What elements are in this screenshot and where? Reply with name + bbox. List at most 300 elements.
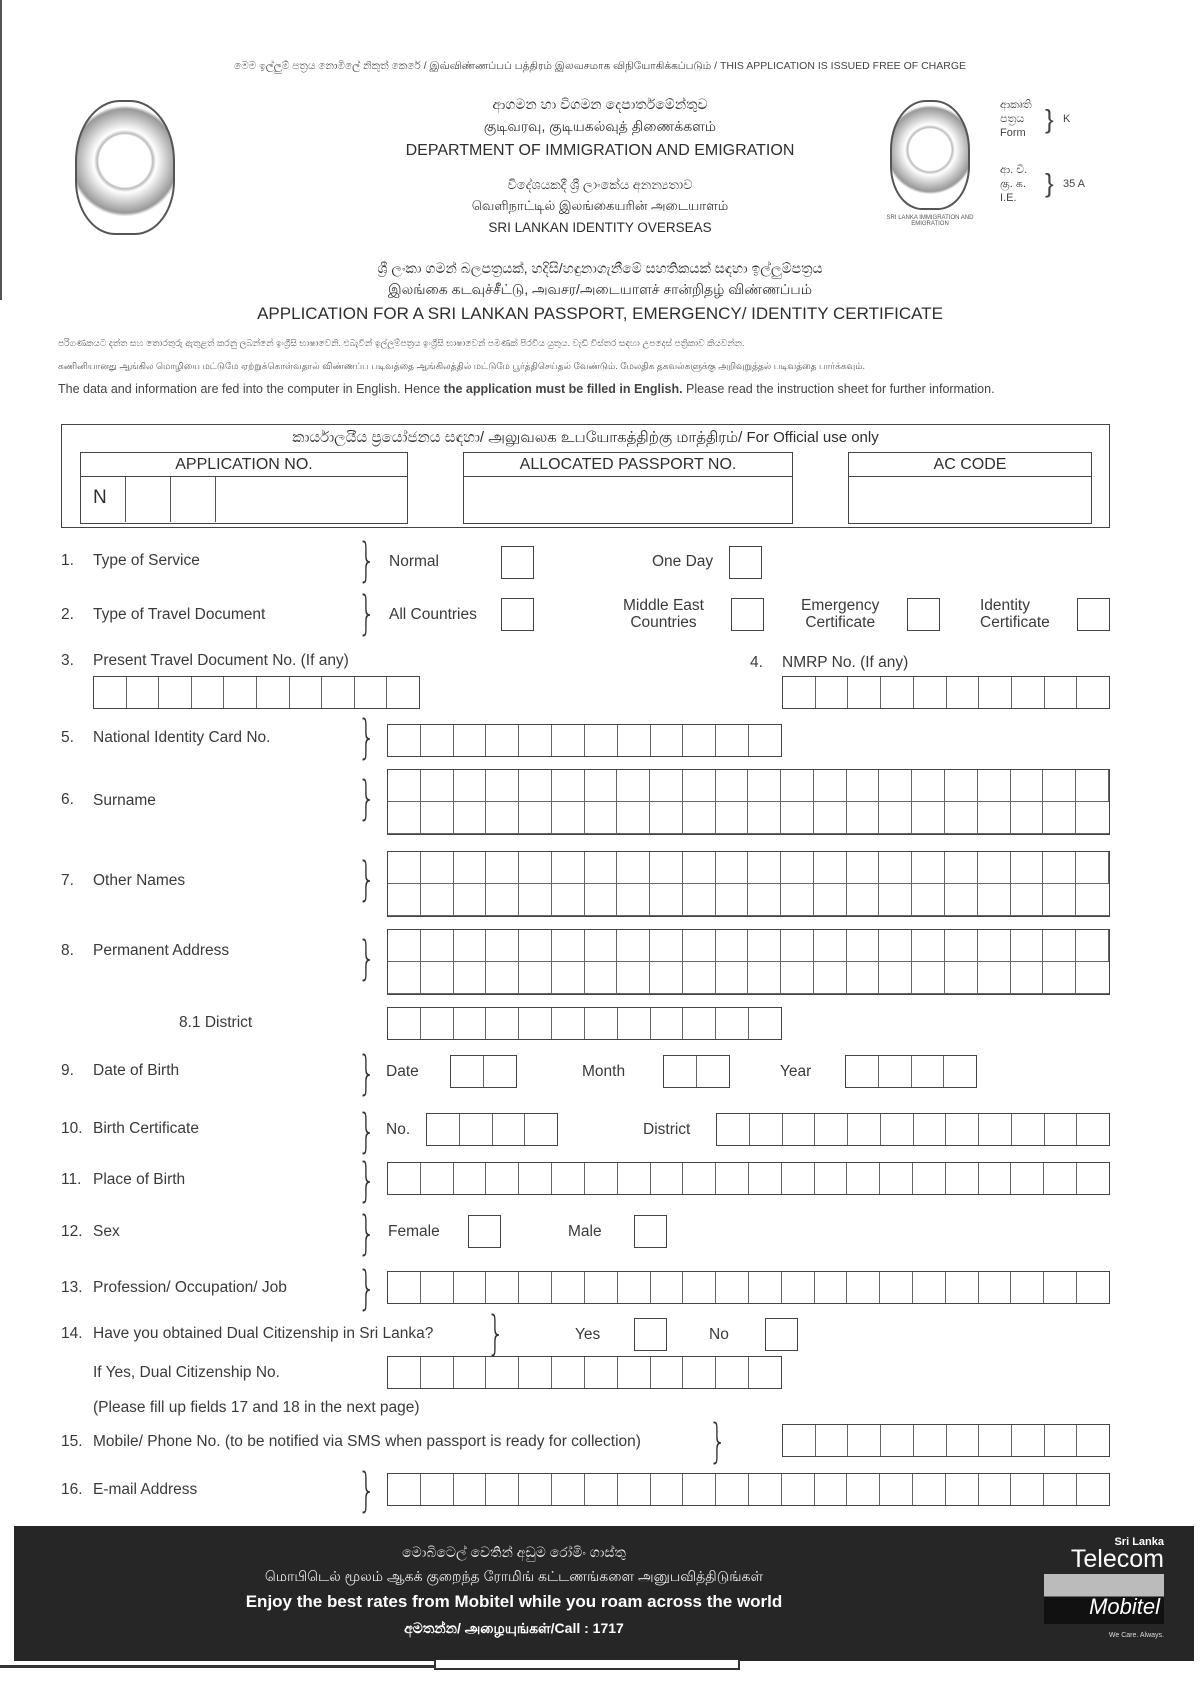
character-cell[interactable] [486,770,519,802]
character-cell[interactable] [749,1357,781,1388]
character-cell[interactable] [585,852,618,884]
character-cell[interactable] [421,1008,454,1039]
character-cell[interactable] [552,802,585,834]
character-cell[interactable] [1011,770,1044,802]
character-cell[interactable] [388,802,421,834]
character-cell[interactable] [978,852,1011,884]
character-cell[interactable] [814,802,847,834]
application-no-field[interactable] [80,452,408,524]
character-cell[interactable] [421,852,454,884]
character-cell[interactable] [454,1163,487,1194]
character-cell[interactable] [650,852,683,884]
character-cell[interactable] [484,1056,516,1087]
email-input[interactable] [387,1473,1110,1506]
character-cell[interactable] [978,802,1011,834]
character-cell[interactable] [519,1357,552,1388]
character-cell[interactable] [585,1163,618,1194]
character-cell[interactable] [1077,1163,1109,1194]
character-cell[interactable] [454,884,487,916]
nic-input[interactable] [387,724,782,757]
character-cell[interactable] [816,1425,849,1456]
character-cell[interactable] [617,852,650,884]
character-cell[interactable] [388,852,421,884]
emergency-certificate-checkbox[interactable] [907,598,940,631]
character-cell[interactable] [946,1163,979,1194]
character-cell[interactable] [879,884,912,916]
character-cell[interactable] [815,1114,848,1145]
character-cell[interactable] [525,1114,557,1145]
character-cell[interactable] [552,930,585,962]
character-cell[interactable] [617,962,650,994]
character-cell[interactable] [914,1114,947,1145]
character-cell[interactable] [519,1272,552,1303]
character-cell[interactable] [697,1056,729,1087]
character-cell[interactable] [978,770,1011,802]
character-cell[interactable] [881,1425,914,1456]
character-cell[interactable] [552,962,585,994]
character-cell[interactable] [421,884,454,916]
character-cell[interactable] [749,1474,782,1505]
character-cell[interactable] [912,852,945,884]
character-cell[interactable] [651,725,684,756]
character-cell[interactable] [454,725,487,756]
character-cell[interactable] [879,802,912,834]
character-cell[interactable] [486,1474,519,1505]
character-cell[interactable] [454,1474,487,1505]
character-cell[interactable] [519,725,552,756]
character-cell[interactable] [716,1163,749,1194]
character-cell[interactable] [454,930,487,962]
middle-east-checkbox[interactable] [731,598,764,631]
character-cell[interactable] [912,770,945,802]
character-cell[interactable] [748,802,781,834]
character-cell[interactable] [912,962,945,994]
character-cell[interactable] [783,677,816,708]
character-cell[interactable] [617,770,650,802]
character-cell[interactable] [979,677,1012,708]
character-cell[interactable] [650,962,683,994]
character-cell[interactable] [519,770,552,802]
character-cell[interactable] [454,770,487,802]
character-cell[interactable] [387,677,419,708]
character-cell[interactable] [716,725,749,756]
character-cell[interactable] [421,962,454,994]
character-cell[interactable] [1044,1272,1077,1303]
character-cell[interactable] [879,770,912,802]
character-cell[interactable] [1011,852,1044,884]
character-cell[interactable] [454,1357,487,1388]
character-cell[interactable] [585,1474,618,1505]
character-cell[interactable] [979,1114,1012,1145]
character-cell[interactable] [651,1272,684,1303]
character-cell[interactable] [388,962,421,994]
character-cell[interactable] [618,1272,651,1303]
character-cell[interactable] [585,930,618,962]
character-cell[interactable] [847,930,880,962]
character-cell[interactable] [650,884,683,916]
character-cell[interactable] [880,1163,913,1194]
character-cell[interactable] [847,1272,880,1303]
character-cell[interactable] [716,802,749,834]
character-cell[interactable] [617,930,650,962]
character-cell[interactable] [617,802,650,834]
character-cell[interactable] [159,677,192,708]
character-cell[interactable] [1012,1425,1045,1456]
character-cell[interactable] [454,802,487,834]
character-cell[interactable] [717,1114,750,1145]
character-cell[interactable] [683,770,716,802]
character-cell[interactable] [1043,852,1076,884]
profession-input[interactable] [387,1271,1110,1304]
character-cell[interactable] [486,930,519,962]
character-cell[interactable] [454,1272,487,1303]
one-day-checkbox[interactable] [729,546,762,579]
character-cell[interactable] [1077,1114,1109,1145]
character-cell[interactable] [585,884,618,916]
character-cell[interactable] [486,1008,519,1039]
character-cell[interactable] [748,770,781,802]
character-cell[interactable] [912,884,945,916]
character-cell[interactable] [257,677,290,708]
character-cell[interactable] [683,1008,716,1039]
character-cell[interactable] [847,1163,880,1194]
character-cell[interactable] [519,1163,552,1194]
character-cell[interactable] [1012,677,1045,708]
character-cell[interactable] [1076,852,1109,884]
character-cell[interactable] [454,1008,487,1039]
character-cell[interactable] [683,1272,716,1303]
character-cell[interactable] [486,884,519,916]
character-cell[interactable] [585,1008,618,1039]
character-cell[interactable] [749,1008,781,1039]
character-cell[interactable] [783,1425,816,1456]
character-cell[interactable] [716,1474,749,1505]
permanent-address-input[interactable] [387,929,1110,995]
character-cell[interactable] [913,1474,946,1505]
character-cell[interactable] [913,1163,946,1194]
character-cell[interactable] [585,802,618,834]
dual-citizenship-yes-checkbox[interactable] [634,1318,667,1351]
character-cell[interactable] [782,1272,815,1303]
character-cell[interactable] [1012,1114,1045,1145]
character-cell[interactable] [1077,1272,1109,1303]
character-cell[interactable] [781,962,814,994]
normal-checkbox[interactable] [501,546,534,579]
character-cell[interactable] [585,725,618,756]
character-cell[interactable] [782,1474,815,1505]
character-cell[interactable] [552,1008,585,1039]
character-cell[interactable] [815,1474,848,1505]
character-cell[interactable] [388,725,421,756]
character-cell[interactable] [454,852,487,884]
place-of-birth-input[interactable] [387,1162,1110,1195]
character-cell[interactable] [979,1163,1012,1194]
character-cell[interactable] [1043,884,1076,916]
character-cell[interactable] [388,1357,421,1388]
character-cell[interactable] [1011,802,1044,834]
character-cell[interactable] [946,1114,979,1145]
character-cell[interactable] [848,1425,881,1456]
all-countries-checkbox[interactable] [501,598,534,631]
male-checkbox[interactable] [634,1215,667,1248]
character-cell[interactable] [847,962,880,994]
character-cell[interactable] [1076,884,1109,916]
character-cell[interactable] [421,930,454,962]
character-cell[interactable] [519,1474,552,1505]
character-cell[interactable] [355,677,388,708]
character-cell[interactable] [618,1008,651,1039]
character-cell[interactable] [519,802,552,834]
character-cell[interactable] [1043,770,1076,802]
character-cell[interactable] [912,930,945,962]
character-cell[interactable] [486,1163,519,1194]
mobile-phone-input[interactable] [782,1424,1110,1457]
character-cell[interactable] [1045,1114,1078,1145]
ac-code-field[interactable] [848,452,1092,524]
character-cell[interactable] [816,677,849,708]
character-cell[interactable] [749,1272,782,1303]
character-cell[interactable] [388,930,421,962]
character-cell[interactable] [388,1474,421,1505]
character-cell[interactable] [879,1056,912,1087]
character-cell[interactable] [650,930,683,962]
birth-cert-no-input[interactable] [426,1113,558,1146]
character-cell[interactable] [486,1357,519,1388]
character-cell[interactable] [781,852,814,884]
character-cell[interactable] [783,1114,816,1145]
character-cell[interactable] [192,677,225,708]
other-names-input[interactable] [387,851,1110,917]
character-cell[interactable] [945,884,978,916]
character-cell[interactable] [781,884,814,916]
character-cell[interactable] [683,884,716,916]
character-cell[interactable] [1043,930,1076,962]
character-cell[interactable] [493,1114,526,1145]
character-cell[interactable] [716,1272,749,1303]
character-cell[interactable] [388,770,421,802]
character-cell[interactable] [552,1474,585,1505]
character-cell[interactable] [650,770,683,802]
character-cell[interactable] [847,852,880,884]
character-cell[interactable] [1011,930,1044,962]
character-cell[interactable] [716,770,749,802]
character-cell[interactable] [683,802,716,834]
character-cell[interactable] [1045,677,1078,708]
character-cell[interactable] [585,962,618,994]
character-cell[interactable] [815,1163,848,1194]
character-cell[interactable] [460,1114,493,1145]
character-cell[interactable] [651,1357,684,1388]
character-cell[interactable] [716,962,749,994]
character-cell[interactable] [716,852,749,884]
character-cell[interactable] [585,1272,618,1303]
character-cell[interactable] [650,802,683,834]
character-cell[interactable] [814,884,847,916]
character-cell[interactable] [651,1474,684,1505]
character-cell[interactable] [322,677,355,708]
character-cell[interactable] [519,962,552,994]
character-cell[interactable] [1043,802,1076,834]
birth-cert-district-input[interactable] [716,1113,1110,1146]
character-cell[interactable] [847,884,880,916]
character-cell[interactable] [421,1474,454,1505]
character-cell[interactable] [945,802,978,834]
character-cell[interactable] [1011,1163,1044,1194]
character-cell[interactable] [1011,884,1044,916]
character-cell[interactable] [848,1114,881,1145]
character-cell[interactable] [421,725,454,756]
character-cell[interactable] [618,725,651,756]
character-cell[interactable] [879,852,912,884]
character-cell[interactable] [486,1272,519,1303]
character-cell[interactable] [683,725,716,756]
character-cell[interactable] [1076,962,1109,994]
character-cell[interactable] [618,1163,651,1194]
character-cell[interactable] [486,725,519,756]
dual-citizenship-no-checkbox[interactable] [765,1318,798,1351]
character-cell[interactable] [815,1272,848,1303]
character-cell[interactable] [881,1114,914,1145]
character-cell[interactable] [683,1474,716,1505]
character-cell[interactable] [748,852,781,884]
character-cell[interactable] [978,962,1011,994]
character-cell[interactable] [914,677,947,708]
character-cell[interactable] [388,1008,421,1039]
character-cell[interactable] [913,1272,946,1303]
character-cell[interactable] [1044,1163,1077,1194]
character-cell[interactable] [945,770,978,802]
character-cell[interactable] [944,1056,976,1087]
character-cell[interactable] [519,1008,552,1039]
character-cell[interactable] [683,1357,716,1388]
character-cell[interactable] [781,802,814,834]
district-input[interactable] [387,1007,782,1040]
character-cell[interactable] [1076,930,1109,962]
character-cell[interactable] [388,884,421,916]
character-cell[interactable] [912,802,945,834]
character-cell[interactable] [947,677,980,708]
character-cell[interactable] [1011,962,1044,994]
character-cell[interactable] [978,884,1011,916]
character-cell[interactable] [552,1272,585,1303]
character-cell[interactable] [782,1163,815,1194]
character-cell[interactable] [781,930,814,962]
character-cell[interactable] [1077,1474,1109,1505]
character-cell[interactable] [914,1425,947,1456]
character-cell[interactable] [947,1425,980,1456]
character-cell[interactable] [979,1272,1012,1303]
character-cell[interactable] [781,770,814,802]
surname-input[interactable] [387,769,1110,835]
character-cell[interactable] [486,802,519,834]
character-cell[interactable] [1043,962,1076,994]
dob-month-input[interactable] [663,1055,730,1088]
character-cell[interactable] [1077,1425,1109,1456]
character-cell[interactable] [716,1008,749,1039]
dob-year-input[interactable] [845,1055,977,1088]
character-cell[interactable] [683,930,716,962]
character-cell[interactable] [290,677,323,708]
character-cell[interactable] [716,1357,749,1388]
character-cell[interactable] [716,884,749,916]
nmrp-no-input[interactable] [782,676,1110,709]
character-cell[interactable] [1076,770,1109,802]
character-cell[interactable] [486,962,519,994]
character-cell[interactable] [388,1163,421,1194]
dob-date-input[interactable] [450,1055,517,1088]
character-cell[interactable] [1045,1425,1078,1456]
character-cell[interactable] [979,1425,1012,1456]
character-cell[interactable] [552,1357,585,1388]
character-cell[interactable] [552,852,585,884]
character-cell[interactable] [748,930,781,962]
character-cell[interactable] [879,962,912,994]
character-cell[interactable] [749,725,781,756]
character-cell[interactable] [946,1272,979,1303]
character-cell[interactable] [748,962,781,994]
character-cell[interactable] [454,962,487,994]
character-cell[interactable] [748,884,781,916]
character-cell[interactable] [127,677,160,708]
character-cell[interactable] [847,802,880,834]
character-cell[interactable] [585,1357,618,1388]
character-cell[interactable] [224,677,257,708]
character-cell[interactable] [552,725,585,756]
character-cell[interactable] [552,884,585,916]
character-cell[interactable] [814,962,847,994]
character-cell[interactable] [978,930,1011,962]
character-cell[interactable] [846,1056,879,1087]
female-checkbox[interactable] [468,1215,501,1248]
character-cell[interactable] [750,1114,783,1145]
character-cell[interactable] [519,884,552,916]
character-cell[interactable] [664,1056,697,1087]
character-cell[interactable] [1011,1474,1044,1505]
character-cell[interactable] [421,802,454,834]
character-cell[interactable] [421,1163,454,1194]
character-cell[interactable] [814,852,847,884]
character-cell[interactable] [880,1272,913,1303]
character-cell[interactable] [552,1163,585,1194]
character-cell[interactable] [749,1163,782,1194]
character-cell[interactable] [814,770,847,802]
character-cell[interactable] [617,884,650,916]
character-cell[interactable] [847,770,880,802]
character-cell[interactable] [848,677,881,708]
character-cell[interactable] [618,1474,651,1505]
character-cell[interactable] [94,677,127,708]
character-cell[interactable] [552,770,585,802]
identity-certificate-checkbox[interactable] [1077,598,1110,631]
character-cell[interactable] [847,1474,880,1505]
character-cell[interactable] [879,930,912,962]
character-cell[interactable] [979,1474,1012,1505]
character-cell[interactable] [946,1474,979,1505]
character-cell[interactable] [618,1357,651,1388]
character-cell[interactable] [651,1163,684,1194]
character-cell[interactable] [945,930,978,962]
present-travel-document-input[interactable] [93,676,420,709]
allocated-passport-no-field[interactable] [463,452,793,524]
character-cell[interactable] [486,852,519,884]
character-cell[interactable] [421,1272,454,1303]
character-cell[interactable] [881,677,914,708]
character-cell[interactable] [716,930,749,962]
character-cell[interactable] [427,1114,460,1145]
character-cell[interactable] [519,930,552,962]
character-cell[interactable] [585,770,618,802]
character-cell[interactable] [683,852,716,884]
